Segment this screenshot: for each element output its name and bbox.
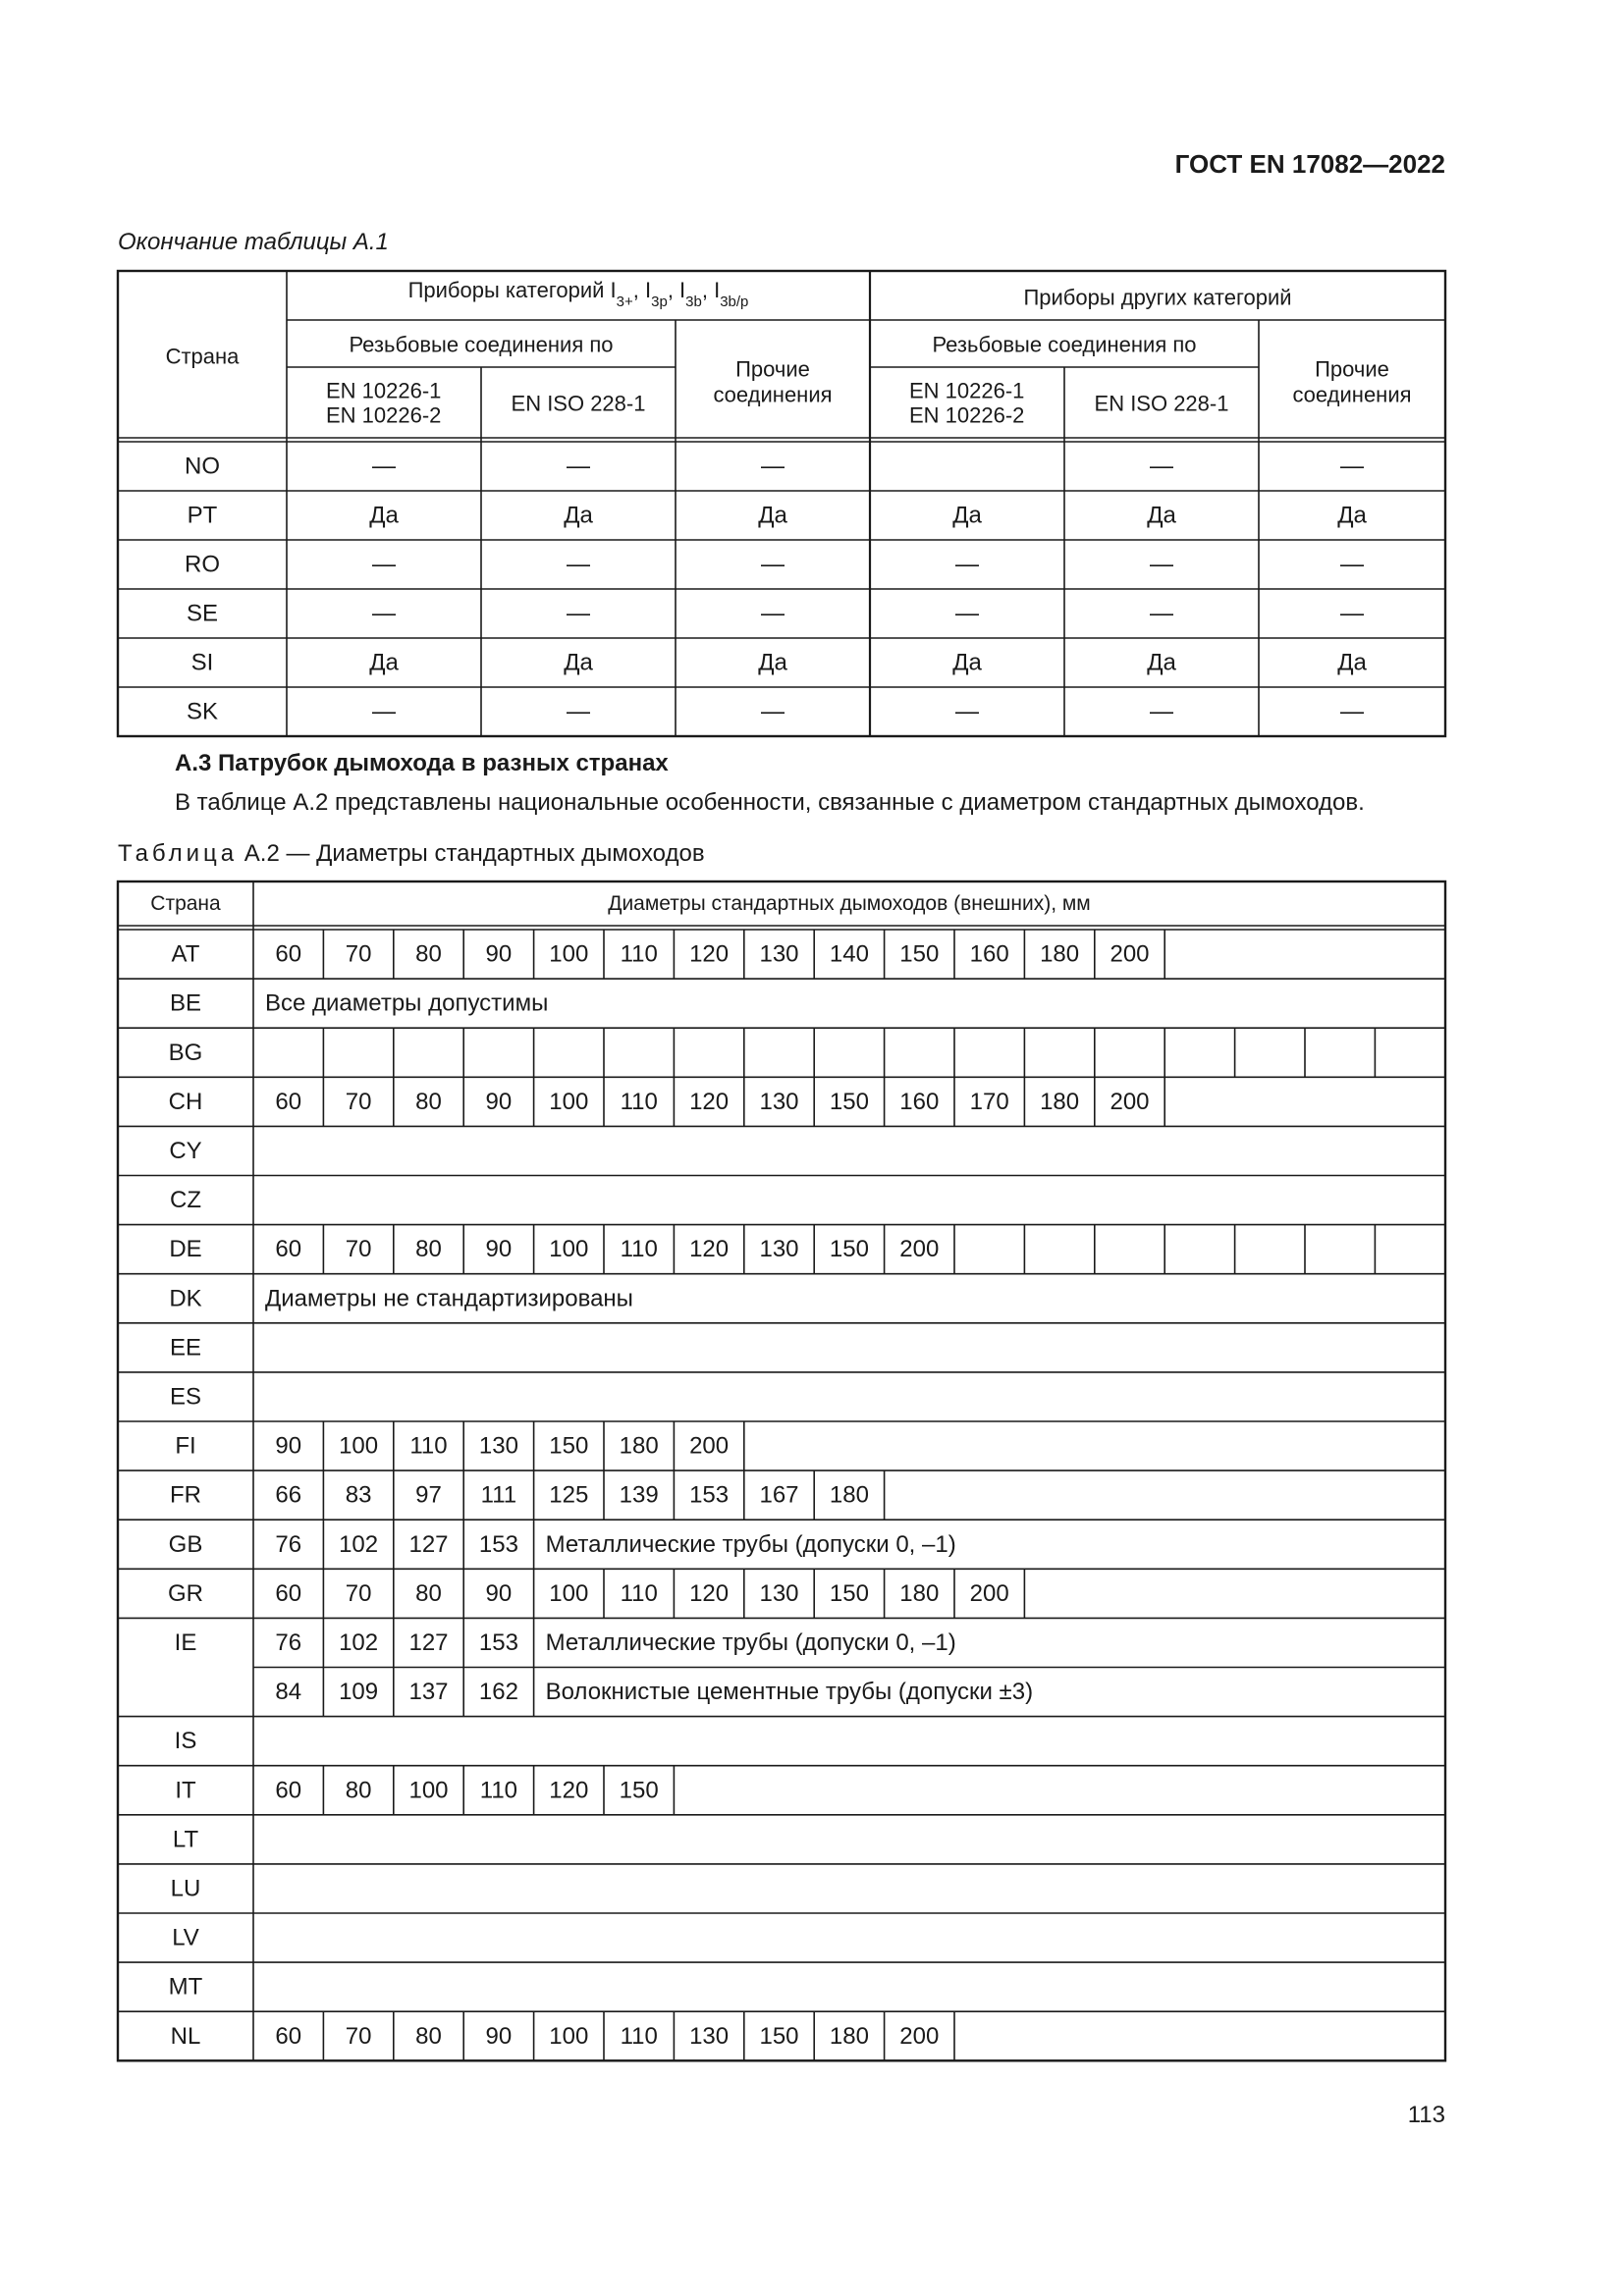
table-a2-value-cell: 100 xyxy=(549,2022,589,2050)
table-a2-country-cell: GB xyxy=(168,1530,203,1558)
table-a1-group-a-subscript: 3b/p xyxy=(720,293,749,310)
table-a2-value-cell: 60 xyxy=(275,2022,302,2050)
table-a2-value-cell: 110 xyxy=(479,1777,518,1804)
table-a2-value-cell: 120 xyxy=(549,1777,589,1804)
table-a2-value-cell: 160 xyxy=(969,940,1009,968)
table-a1-value-cell: Да xyxy=(952,502,982,529)
table-a2-value-cell: 153 xyxy=(689,1481,730,1509)
table-a1-value-cell: — xyxy=(761,551,785,578)
table-a1-value-cell: Да xyxy=(758,502,787,529)
table-a2-value-cell: 110 xyxy=(620,1579,658,1607)
table-a1-std1-header: EN 10226-1 xyxy=(326,378,442,403)
table-a2-value-cell: 180 xyxy=(1040,1088,1080,1115)
table-a1-value-cell: — xyxy=(761,600,785,627)
table-a1-value-cell: Да xyxy=(1337,649,1367,676)
table-a1-value-cell: — xyxy=(1340,600,1364,627)
table-a2-value-cell: 100 xyxy=(549,1236,589,1263)
table-a2-value-cell: 60 xyxy=(275,1777,302,1804)
table-a1-group-a-subscript: 3b xyxy=(685,293,702,310)
table-a2-country-cell: ES xyxy=(169,1383,202,1411)
table-a2-country-cell: FR xyxy=(170,1481,201,1509)
table-a1-country-cell: RO xyxy=(185,551,220,578)
table-a2-value-cell: 120 xyxy=(689,1236,730,1263)
table-a2-value-cell: 180 xyxy=(1040,940,1080,968)
table-a2-value-cell: 90 xyxy=(275,1432,302,1460)
table-a2-value-cell: 70 xyxy=(345,1236,372,1263)
table-a1-group-a-title xyxy=(408,278,749,310)
table-a2-value-cell: 70 xyxy=(345,1088,372,1115)
table-a2-value-cell: 150 xyxy=(549,1432,589,1460)
table-a1-value-cell: — xyxy=(1340,551,1364,578)
table-a1-country-cell: SK xyxy=(186,698,219,725)
table-a2-note-cell: Все диаметры допустимы xyxy=(265,989,549,1017)
table-a1-other-header: Прочие xyxy=(735,356,810,382)
table-a1-other-header: соединения xyxy=(713,382,833,407)
table-a2-value-cell: 80 xyxy=(345,1777,372,1804)
table-a1-value-cell: — xyxy=(955,698,979,725)
table-a2-value-cell: 60 xyxy=(275,1236,302,1263)
table-a2-caption-label: Таблица xyxy=(118,840,239,867)
table-a1-value-cell: — xyxy=(1150,600,1173,627)
table-a1-group-a-label: , I xyxy=(632,278,652,302)
table-a1-std1-header: EN 10226-2 xyxy=(326,402,442,428)
table-a2-value-cell: 180 xyxy=(829,2022,869,2050)
table-a2-country-cell: IT xyxy=(175,1777,196,1804)
table-a2-country-cell: LU xyxy=(170,1875,201,1902)
table-a2-value-cell: 180 xyxy=(829,1481,869,1509)
table-a2-country-cell: IS xyxy=(174,1728,197,1755)
table-a2-value-cell: 180 xyxy=(619,1432,659,1460)
table-a2-country-cell: LV xyxy=(172,1924,199,1951)
table-a1-value-cell: Да xyxy=(369,649,399,676)
table-a2-value-cell: 200 xyxy=(969,1579,1009,1607)
table-a2-value-cell: 130 xyxy=(689,2022,730,2050)
table-a2-value-cell: 153 xyxy=(478,1530,518,1558)
table-a2-note-cell: Волокнистые цементные трубы (допуски ±3) xyxy=(545,1679,1034,1706)
table-a2-value-cell: 90 xyxy=(485,1236,513,1263)
table-a1-threaded-header: Резьбовые соединения по xyxy=(932,332,1197,357)
table-a1-value-cell: Да xyxy=(952,649,982,676)
table-a2-country-cell: CH xyxy=(168,1088,203,1115)
table-a1-value-cell: Да xyxy=(369,502,399,529)
table-a1-value-cell: — xyxy=(567,453,590,480)
table-a1-value-cell: — xyxy=(1150,698,1173,725)
table-a1-group-a-subscript: 3p xyxy=(651,293,668,310)
table-a2-value-cell: 90 xyxy=(485,1088,513,1115)
table-a2-country-cell: LT xyxy=(172,1826,199,1853)
table-a1-std2-header: EN ISO 228-1 xyxy=(1094,391,1229,416)
table-a2-value-cell: 150 xyxy=(619,1777,659,1804)
table-a2-value-cell: 130 xyxy=(478,1432,518,1460)
table-a2-note-cell: Металлические трубы (допуски 0, –1) xyxy=(545,1530,956,1558)
table-a1-value-cell: — xyxy=(372,453,396,480)
table-a2-value-cell: 70 xyxy=(345,940,372,968)
table-a2-value-cell: 110 xyxy=(620,940,658,968)
table-a2-value-cell: 200 xyxy=(1110,1088,1150,1115)
table-a2-value-cell: 70 xyxy=(345,1579,372,1607)
table-a2-value-cell: 160 xyxy=(899,1088,940,1115)
table-a1-value-cell: — xyxy=(372,551,396,578)
table-a1-country-cell: NO xyxy=(185,453,220,480)
table-a2-value-cell: 120 xyxy=(689,940,730,968)
table-a2-value-cell: 170 xyxy=(969,1088,1009,1115)
table-a2-value-cell: 80 xyxy=(415,2022,442,2050)
table-a2-country-cell: BE xyxy=(169,989,202,1017)
table-a1-std2-header: EN ISO 228-1 xyxy=(511,391,646,416)
table-a2-value-cell: 60 xyxy=(275,940,302,968)
table-a2-value-cell: 120 xyxy=(689,1088,730,1115)
table-a2-caption xyxy=(118,840,705,868)
table-a2-value-cell: 110 xyxy=(620,1236,658,1263)
table-a2-country-cell: IE xyxy=(174,1629,197,1656)
table-a1-group-a-label: , I xyxy=(701,278,721,302)
table-a2-values-header: Диаметры стандартных дымоходов (внешних), мм xyxy=(608,892,1091,915)
table-a2-value-cell: 137 xyxy=(408,1679,449,1706)
table-a1-value-cell: — xyxy=(761,453,785,480)
table-a1-country-cell: PT xyxy=(187,502,218,529)
table-a1-other-header: соединения xyxy=(1292,382,1412,407)
table-a2-value-cell: 97 xyxy=(415,1481,442,1509)
table-a1-value-cell: — xyxy=(1150,453,1173,480)
table-a2-value-cell: 200 xyxy=(899,2022,940,2050)
table-a2-country-cell: FI xyxy=(175,1432,196,1460)
table-a1-value-cell: Да xyxy=(758,649,787,676)
table-a2-value-cell: 100 xyxy=(549,1088,589,1115)
table-a1-caption: Окончание таблицы А.1 xyxy=(118,229,389,255)
table-a2-value-cell: 111 xyxy=(480,1481,517,1509)
table-a1-country-cell: SI xyxy=(190,649,214,676)
table-a2-value-cell: 76 xyxy=(275,1530,302,1558)
table-a2-value-cell: 139 xyxy=(619,1481,659,1509)
table-a1-value-cell: — xyxy=(567,551,590,578)
table-a2-value-cell: 60 xyxy=(275,1088,302,1115)
table-a2-value-cell: 200 xyxy=(1110,940,1150,968)
table-a2-value-cell: 150 xyxy=(829,1088,869,1115)
table-a2-country-cell: EE xyxy=(169,1334,202,1362)
table-a2-value-cell: 110 xyxy=(409,1432,448,1460)
table-a2-value-cell: 153 xyxy=(478,1629,518,1656)
table-a2-value-cell: 100 xyxy=(339,1432,379,1460)
table-a2-value-cell: 90 xyxy=(485,1579,513,1607)
table-a2-value-cell: 109 xyxy=(339,1679,379,1706)
table-a2-country-cell: MT xyxy=(168,1973,203,2001)
table-a1-std1-header: EN 10226-1 xyxy=(909,378,1025,403)
table-a2-country-cell: CZ xyxy=(170,1187,201,1214)
table-a1-value-cell: Да xyxy=(564,502,593,529)
table-a1-country-cell: SE xyxy=(186,600,219,627)
table-a1-threaded-header: Резьбовые соединения по xyxy=(349,332,614,357)
table-a1-value-cell: — xyxy=(372,698,396,725)
table-a1-value-cell: — xyxy=(567,698,590,725)
table-a1-value-cell: — xyxy=(1340,698,1364,725)
table-a1-other-header: Прочие xyxy=(1315,356,1389,382)
table-a1-value-cell: — xyxy=(761,698,785,725)
table-a2-value-cell: 100 xyxy=(549,1579,589,1607)
table-a2-value-cell: 90 xyxy=(485,2022,513,2050)
table-a2-value-cell: 130 xyxy=(759,940,799,968)
table-a2-country-cell: CY xyxy=(169,1137,202,1164)
table-a2-country-header: Страна xyxy=(150,892,221,915)
table-a2-note-cell: Диаметры не стандартизированы xyxy=(265,1285,633,1312)
table-a1-std1-header: EN 10226-2 xyxy=(909,402,1025,428)
table-a2-country-cell: GR xyxy=(168,1579,203,1607)
table-a1-group-a-label: , I xyxy=(667,278,686,302)
table-a2-value-cell: 60 xyxy=(275,1579,302,1607)
table-a1-group-a-label: Приборы категорий I xyxy=(407,278,617,302)
table-a2-value-cell: 150 xyxy=(829,1579,869,1607)
table-a2-value-cell: 130 xyxy=(759,1579,799,1607)
table-a2-value-cell: 130 xyxy=(759,1088,799,1115)
table-a1-value-cell: — xyxy=(567,600,590,627)
table-a2-value-cell: 167 xyxy=(759,1481,799,1509)
table-a2-value-cell: 70 xyxy=(345,2022,372,2050)
document-header: ГОСТ EN 17082—2022 xyxy=(1174,149,1445,179)
table-a1-value-cell: Да xyxy=(1337,502,1367,529)
table-a2-value-cell: 102 xyxy=(339,1530,379,1558)
table-a2-value-cell: 127 xyxy=(408,1629,449,1656)
table-a2-value-cell: 84 xyxy=(275,1679,302,1706)
table-a2-note-cell: Металлические трубы (допуски 0, –1) xyxy=(545,1629,956,1656)
section-a3-title: А.3 Патрубок дымохода в разных странах xyxy=(175,750,669,776)
table-a2-value-cell: 80 xyxy=(415,1236,442,1263)
table-a2-value-cell: 200 xyxy=(689,1432,730,1460)
page-number: 113 xyxy=(1407,2102,1445,2128)
table-a2-value-cell: 83 xyxy=(345,1481,372,1509)
table-a2-value-cell: 130 xyxy=(759,1236,799,1263)
table-a2-country-cell: NL xyxy=(170,2022,201,2050)
table-a2-caption-title: А.2 — Диаметры стандартных дымоходов xyxy=(238,840,705,867)
table-a2-value-cell: 120 xyxy=(689,1579,730,1607)
table-a1-value-cell: Да xyxy=(1147,649,1176,676)
table-a1-value-cell: — xyxy=(372,600,396,627)
table-a2-value-cell: 80 xyxy=(415,1088,442,1115)
table-a2-value-cell: 110 xyxy=(620,1088,658,1115)
table-a2-value-cell: 80 xyxy=(415,1579,442,1607)
table-a2-value-cell: 80 xyxy=(415,940,442,968)
table-a2-value-cell: 90 xyxy=(485,940,513,968)
table-a2-value-cell: 150 xyxy=(899,940,940,968)
table-a1-country-header: Страна xyxy=(165,344,240,369)
table-a2-value-cell: 150 xyxy=(829,1236,869,1263)
table-a2-value-cell: 162 xyxy=(478,1679,518,1706)
table-a2-value-cell: 100 xyxy=(408,1777,449,1804)
table-a1-value-cell: Да xyxy=(564,649,593,676)
table-a2-value-cell: 140 xyxy=(829,940,869,968)
table-a1-value-cell: — xyxy=(955,600,979,627)
table-a1-group-a-subscript: 3+ xyxy=(616,293,633,310)
table-a2-country-cell: AT xyxy=(171,940,200,968)
table-a2-value-cell: 127 xyxy=(408,1530,449,1558)
table-a1-value-cell: — xyxy=(1150,551,1173,578)
table-a1-group-b-title: Приборы других категорий xyxy=(1023,285,1292,310)
table-a2-value-cell: 76 xyxy=(275,1629,302,1656)
table-a2-value-cell: 66 xyxy=(275,1481,302,1509)
table-a2-country-cell: DK xyxy=(169,1285,202,1312)
section-a3-paragraph: В таблице А.2 представлены национальные особенности, связанные с диаметром стандартных дымоходов. xyxy=(175,789,1365,816)
table-a2-country-cell: DE xyxy=(169,1236,202,1263)
table-a2-value-cell: 125 xyxy=(549,1481,589,1509)
table-a1-value-cell: Да xyxy=(1147,502,1176,529)
table-a2-value-cell: 200 xyxy=(899,1236,940,1263)
table-a1-value-cell: — xyxy=(955,551,979,578)
table-a2-value-cell: 110 xyxy=(620,2022,658,2050)
table-a2-value-cell: 102 xyxy=(339,1629,379,1656)
table-a2-value-cell: 100 xyxy=(549,940,589,968)
table-a2-value-cell: 180 xyxy=(899,1579,940,1607)
table-a2-value-cell: 150 xyxy=(759,2022,799,2050)
table-a1-value-cell: — xyxy=(1340,453,1364,480)
table-a2-country-cell: BG xyxy=(168,1039,203,1066)
